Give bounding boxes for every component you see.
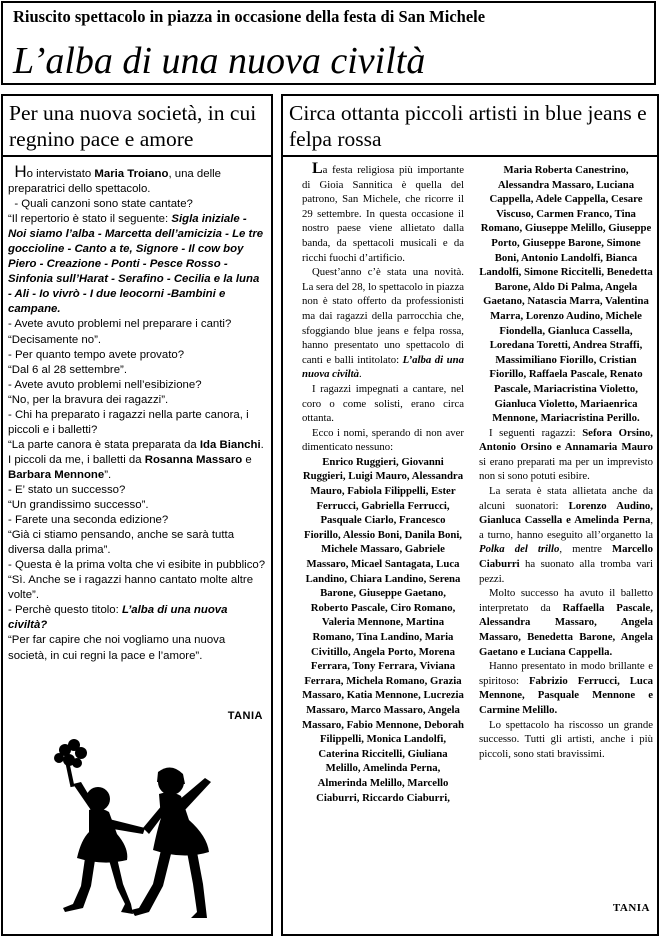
report-column-1: [302, 160, 465, 805]
names-list: Enrico Ruggieri, Giovanni Ruggieri, Luigi Mauro, Alessandra Mauro, Fabiola Filippelli, Ester Ferrucci, Gabriella Ferrucci, Pasquale Ciarlo, Francesco Fiorillo, Alessio Boni, Danila Boni, Michele Massaro, Gabriele Massaro, Micael Santagata, Luca Landino, Chiara Landino, Serena Barone, Giuseppe Gaetano, Roberto Pascale, Ciro Romano, Valeria Mennone, Martina Romano, Tina Landino, Maria Civitillo, Angela Porto, Morena Ferrara, Tony Ferrara, Viviana Ferrara, Michela Romano, Grazia Massaro, Katia Mennone, Lucrezia Massaro, Marco Massaro, Angela Massaro, Fabio Mennone, Deborah Filippelli, Monica Landolfi, Caterina Riccitelli, Giuliana Melillo, Amelinda Perna, Almerinda Melillo, Marcello Ciaburri, Riccardo Ciaburri,: [302, 455, 464, 804]
interview-body: [8, 162, 266, 664]
paragraph: - Avete avuto problemi nell’esibizione?: [8, 378, 202, 391]
paragraph: “La parte canora è stata preparata da Ida Bianchi. I piccoli da me, i balletti da Rosanna Massaro e Barbara Mennone”.: [8, 438, 264, 481]
paragraph: “Già ci stiamo pensando, anche se sarà tutta diversa dalla prima”.: [8, 529, 235, 557]
paragraph: - Questa è la prima volta che vi esibite in pubblico?: [8, 559, 266, 572]
dancing-children-silhouette: [43, 736, 223, 926]
kicker: Riuscito spettacolo in piazza in occasione della festa di San Michele: [13, 7, 486, 26]
paragraph: La festa religiosa più importante di Gioia Sannitica è quella del patrono, San Michele, che ricorre il 29 settembre. In questa occasione il nostro paese viene allietato dalla banda, da spettacoli musicali e da ricchi fuochi d’artificio.: [302, 160, 464, 264]
report-title: Circa ottanta piccoli artisti in blue jeans e felpa rossa: [289, 101, 647, 151]
paragraph: - Quali canzoni sono state cantate?: [8, 198, 193, 211]
paragraph: I ragazzi impegnati a cantare, nel coro o come solisti, erano circa ottanta.: [302, 382, 464, 425]
paragraph: - E’ stato un successo?: [8, 483, 126, 496]
paragraph: - Avete avuto problemi nel preparare i canti?: [8, 318, 232, 331]
paragraph: “Sì. Anche se i ragazzi hanno cantato molte altre volte”.: [8, 574, 254, 602]
paragraph: “No, per la bravura dei ragazzi”.: [8, 393, 169, 406]
byline: TANIA: [612, 902, 650, 914]
paragraph: Ho intervistato Maria Troiano, una delle preparatrici dello spettacolo.: [8, 162, 222, 196]
paragraph: Quest’anno c’è stata una novità. La sera del 28, lo spettacolo in piazza non è stato offerto da professionisti ma dai ragazzi della parrocchia che, sfoggiando blue jeans e felpa rossa, hanno presentato uno spettacolo di canti e balli intitolato: L’alba di una nuova civiltà.: [302, 266, 465, 381]
paragraph: I seguenti ragazzi: Sefora Orsino, Antonio Orsino e Annamaria Mauro si erano preparati ma per un imprevisto non si sono potuti esibire.: [479, 426, 653, 483]
paragraph: - Farete una seconda edizione?: [8, 514, 169, 527]
report-column-2: [479, 163, 653, 761]
article-header: [1, 1, 656, 85]
byline: TANIA: [227, 710, 263, 722]
paragraph: - Per quanto tempo avete provato?: [8, 348, 185, 361]
names-list: Maria Roberta Canestrino, Alessandra Massaro, Luciana Cappella, Adele Cappella, Cesare Viscuso, Carmen Franco, Tina Romano, Giuseppe Melillo, Giuseppe Porto, Giuseppe Barone, Simone Boni, Antonio Landolfi, Bianca Landolfi, Simone Riccitelli, Benedetta Barone, Aldo Di Palma, Angela Gaetano, Natascia Marra, Valentina Marra, Lorenzo Audino, Michele Fiondella, Gianluca Cassella, Loredana Toretti, Andrea Straffi, Massimiliano Fiorillo, Cristian Fiorillo, Raffaela Pascale, Renato Pascale, Mariacristina Violetto, Gianluca Violetto, Mariaenrica Mennone, Mariacristina Perillo.: [479, 164, 653, 425]
paragraph: “Per far capire che noi vogliamo una nuova società, in cui regni la pace e l’amore”.: [8, 634, 226, 662]
paragraph: “Un grandissimo successo”.: [8, 499, 149, 512]
title-rule: [283, 155, 657, 157]
paragraph: “Dal 6 al 28 settembre”.: [8, 363, 128, 376]
headline: L’alba di una nuova civiltà: [13, 40, 426, 82]
title-rule: [3, 155, 271, 157]
interview-article: [1, 94, 273, 936]
interview-title: Per una nuova società, in cui regnino pace e amore: [9, 101, 257, 151]
paragraph: “Il repertorio è stato il seguente: Sigla iniziale - Noi siamo l’alba - Marcetta dell’amicizia - Le tre goccioline - Canto a te, Signore - Il cow boy Piero - Creazione - Ponti - Pesce Rosso - Sinfonia sull’Harat - Serafino - Cecilia e la luna - Ali - Io vivrò - I due leocorni -Bambini e campane.: [8, 213, 264, 316]
paragraph: Lo spettacolo ha riscosso un grande successo. Tutti gli artisti, anche i più piccoli, sono stati bravissimi.: [479, 718, 653, 760]
paragraph: La serata è stata allietata anche da alcuni suonatori: Lorenzo Audino, Gianluca Cassella e Amelinda Perna, a turno, hanno eseguito all’organetto la Polka del trillo, mentre Marcello Ciaburri ha suonato alla tromba vari pezzi.: [479, 485, 653, 585]
paragraph: Hanno presentato in modo brillante e spiritoso: Fabrizio Ferrucci, Luca Mennone, Pasquale Mennone e Carmine Melillo.: [479, 660, 653, 716]
paragraph: “Decisamente no”.: [8, 333, 102, 346]
report-article: [281, 94, 659, 936]
paragraph: Ecco i nomi, sperando di non aver dimenticato nessuno:: [302, 426, 464, 454]
paragraph: Molto successo ha avuto il balletto interpretato da Raffaella Pascale, Alessandra Massaro, Angela Massaro, Benedetta Barone, Angela Gaetano e Luciana Cappella.: [479, 587, 653, 658]
paragraph: - Chi ha preparato i ragazzi nella parte canora, i piccoli e i balletti?: [8, 408, 249, 436]
paragraph: - Perchè questo titolo: L’alba di una nuova civiltà?: [8, 604, 228, 632]
